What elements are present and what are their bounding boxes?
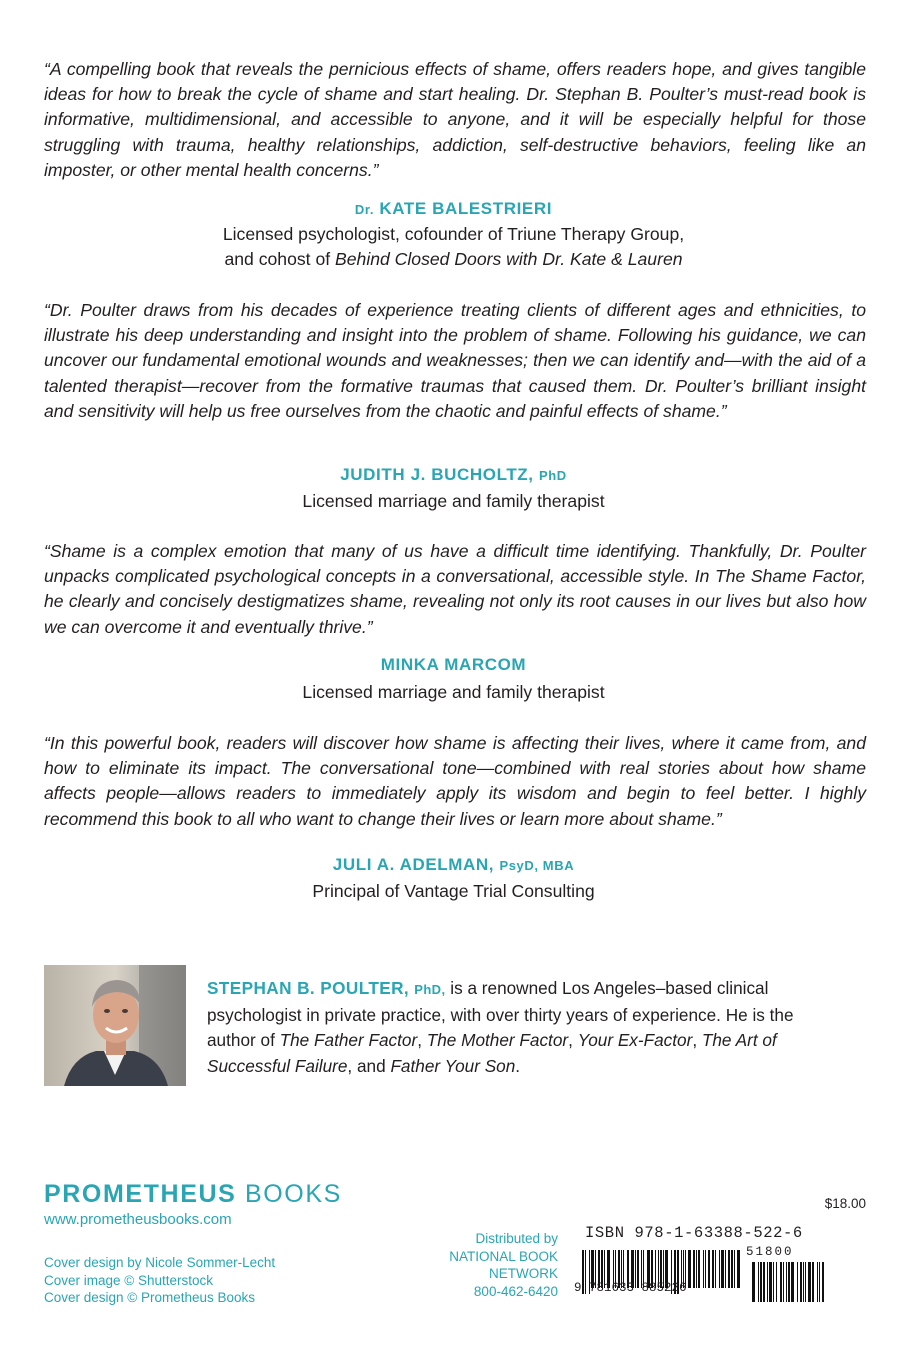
endorser-name-prefix: Dr. bbox=[354, 202, 375, 217]
endorser-name-1: Dr. KATE BALESTRIERI bbox=[354, 199, 553, 218]
endorser-title-1-line2: and cohost of Behind Closed Doors with Dr. Kate & Lauren bbox=[224, 249, 683, 269]
endorser-name-3: MINKA MARCOM bbox=[380, 655, 527, 674]
distributor-info: Distributed by NATIONAL BOOK NETWORK 800-462-6420 bbox=[449, 1231, 558, 1299]
cover-credits bbox=[44, 1254, 275, 1307]
credit-line: Cover design by Nicole Sommer-Lecht bbox=[44, 1255, 276, 1270]
author-bio: STEPHAN B. POULTER, PhD, is a renowned Los Angeles–based clinical psychologist in private practice, with over thirty years of experience. He is the author of The Father Factor, The Mother Factor, Your Ex-Factor, The Art of Successful Failure, and Father Your Son. bbox=[207, 978, 794, 1076]
author-photo bbox=[44, 965, 186, 1086]
publisher-website[interactable]: www.prometheusbooks.com bbox=[44, 1211, 232, 1228]
publisher-logo: PROMETHEUS BOOKS bbox=[44, 1180, 342, 1208]
endorser-name-2: JUDITH J. BUCHOLTZ, PhD bbox=[340, 465, 567, 484]
isbn-text: ISBN 978-1-63388-522-6 bbox=[585, 1224, 803, 1242]
endorser-title-1: Licensed psychologist, cofounder of Triune Therapy Group, bbox=[222, 224, 685, 244]
endorsement-quote-2: “Dr. Poulter draws from his decades of experience treating clients of different ages and ethnicities, to illustrate his deep understanding and insight into the problem of shame. Following his guidance, we can uncover our fundamental emotional wounds and weaknesses; then we can identify and—with the aid of a talented therapist—recover from the formative traumas that caused them. Dr. Poulter’s brilliant insight and sensitivity will help us free ourselves from the chaotic and painful effects of shame.” bbox=[44, 300, 866, 421]
endorsement-quote-3: “Shame is a complex emotion that many of us have a difficult time identifying. Thankfully, Dr. Poulter unpacks complicated psychological concepts in a conversational, accessible style. In The Shame Factor, he clearly and concisely destigmatizes shame, revealing not only its root causes in our lives but also how we can overcome it and eventually thrive.” bbox=[44, 541, 866, 637]
endorser-name-4: JULI A. ADELMAN, PsyD, MBA bbox=[332, 855, 575, 874]
endorser-title-3: Licensed marriage and family therapist bbox=[302, 682, 605, 702]
author-name: STEPHAN B. POULTER, PhD, bbox=[207, 978, 446, 998]
credit-line: Cover design © Prometheus Books bbox=[44, 1290, 256, 1305]
endorsement-quote-4: “In this powerful book, readers will discover how shame is affecting their lives, where it came from, and how to eliminate its impact. The conversational tone—combined with real stories about how shame affects people—allows readers to immediately apply its wisdom and begin to feel better. I highly recommend this book to all who want to change their lives or learn more about shame.” bbox=[44, 733, 866, 829]
endorser-title-4: Principal of Vantage Trial Consulting bbox=[312, 881, 595, 901]
endorser-title-2: Licensed marriage and family therapist bbox=[302, 491, 605, 511]
barcode-addon: 51800 bbox=[746, 1245, 794, 1259]
price: $18.00 bbox=[824, 1196, 866, 1211]
endorsement-quote-1: “A compelling book that reveals the pernicious effects of shame, offers readers hope, and gives tangible ideas for how to break the cycle of shame and start healing. Dr. Stephan B. Poulter’s must-read book is informative, multidimensional, and accessible to anyone, and it will be especially helpful for those struggling with trauma, healthy relationships, addiction, self-destructive behaviors, feeling like an imposter, or other mental health concerns.” bbox=[44, 59, 866, 180]
credit-line: Cover image © Shutterstock bbox=[44, 1272, 214, 1288]
barcode-digits: 9 781633 885226 bbox=[574, 1281, 687, 1295]
